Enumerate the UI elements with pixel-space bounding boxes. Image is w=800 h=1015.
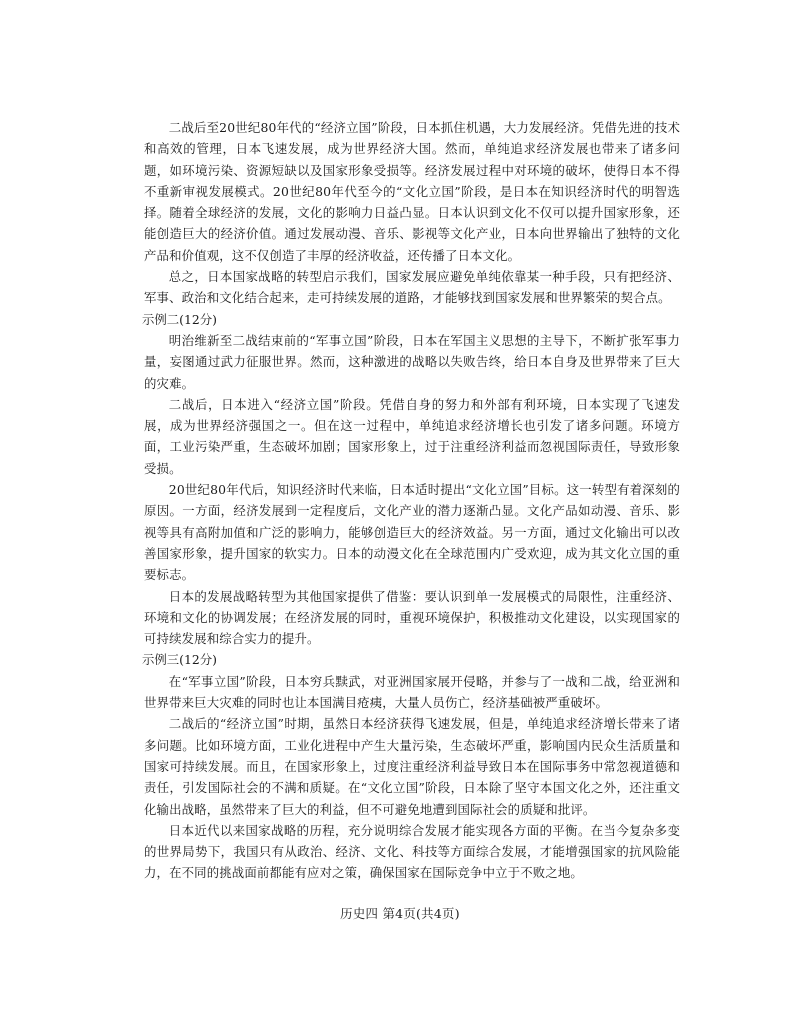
page-footer: 历史四 第4页(共4页): [340, 906, 460, 921]
paragraph: 二战后至20世纪80年代的“经济立国”阶段，日本抓住机遇，大力发展经济。凭借先进的技术和高效的管理，日本飞速发展，成为世界经济大国。然而，单纯追求经济发展也带来了诸多问题，如环境污染、资源短缺以及国家形象受损等。经济发展过程中对环境的破坏，使得日本不得不重新审视发展模式。20世纪80年代至今的“文化立国”阶段，是日本在知识经济时代的明智选择。随着全球经济的发展，文化的影响力日益凸显。日本认识到文化不仅可以提升国家形象，还能创造巨大的经济价值。通过发展动漫、音乐、影视等文化产业，日本向世界输出了独特的文化产品和价值观，这不仅创造了丰厚的经济收益，还传播了日本文化。: [144, 120, 680, 263]
paragraph: 总之，日本国家战略的转型启示我们，国家发展应避免单纯依靠某一种手段，只有把经济、军事、政治和文化结合起来，走可持续发展的道路，才能够找到国家发展和世界繁荣的契合点。: [144, 269, 680, 306]
paragraph: 日本的发展战略转型为其他国家提供了借鉴：要认识到单一发展模式的局限性，注重经济、环境和文化的协调发展；在经济发展的同时，重视环境保护，积极推动文化建设，以实现国家的可持续发展和综合实力的提升。: [144, 588, 680, 647]
example-2-heading: 示例二(12分): [142, 311, 217, 327]
answer-text-body: [144, 117, 680, 884]
example-3-heading: 示例三(12分): [142, 652, 217, 668]
paragraph: 日本近代以来国家战略的历程，充分说明综合发展才能实现各方面的平衡。在当今复杂多变的世界局势下，我国只有从政治、经济、文化、科技等方面综合发展，才能增强国家的抗风险能力，在不同的挑战面前都能有应对之策，确保国家在国际竞争中立于不败之地。: [144, 822, 680, 881]
paragraph: 二战后，日本进入“经济立国”阶段。凭借自身的努力和外部有利环境，日本实现了飞速发展，成为世界经济强国之一。但在这一过程中，单纯追求经济增长也引发了诸多问题。环境方面，工业污染严重，生态破坏加剧；国家形象上，过于注重经济利益而忽视国际责任，导致形象受损。: [144, 396, 680, 476]
paragraph: 明治维新至二战结束前的“军事立国”阶段，日本在军国主义思想的主导下，不断扩张军事力量，妄图通过武力征服世界。然而，这种激进的战略以失败告终，给日本自身及世界带来了巨大的灾难。: [144, 332, 680, 391]
paragraph: 在“军事立国”阶段，日本穷兵黩武，对亚洲国家展开侵略，并参与了一战和二战，给亚洲和世界带来巨大灾难的同时也让本国满目疮痍，大量人员伤亡，经济基础被严重破坏。: [144, 673, 680, 711]
paragraph: 20世纪80年代后，知识经济时代来临，日本适时提出“文化立国”目标。这一转型有着深刻的原因。一方面，经济发展到一定程度后，文化产业的潜力逐渐凸显。文化产品如动漫、音乐、影视等具有高附加值和广泛的影响力，能够创造巨大的经济效益。另一方面，通过文化输出可以改善国家形象，提升国家的软实力。日本的动漫文化在全球范围内广受欢迎，成为其文化立国的重要标志。: [144, 482, 680, 583]
paragraph: 二战后的“经济立国”时期，虽然日本经济获得飞速发展，但是，单纯追求经济增长带来了诸多问题。比如环境方面，工业化进程中产生大量污染，生态破坏严重，影响国内民众生活质量和国家可持续发展。而且，在国家形象上，过度注重经济利益导致日本在国际事务中常忽视道德和责任，引发国际社会的不满和质疑。在“文化立国”阶段，日本除了坚守本国文化之外，还注重文化输出战略，虽然带来了巨大的利益，但不可避免地遭到国际社会的质疑和批评。: [144, 716, 680, 817]
